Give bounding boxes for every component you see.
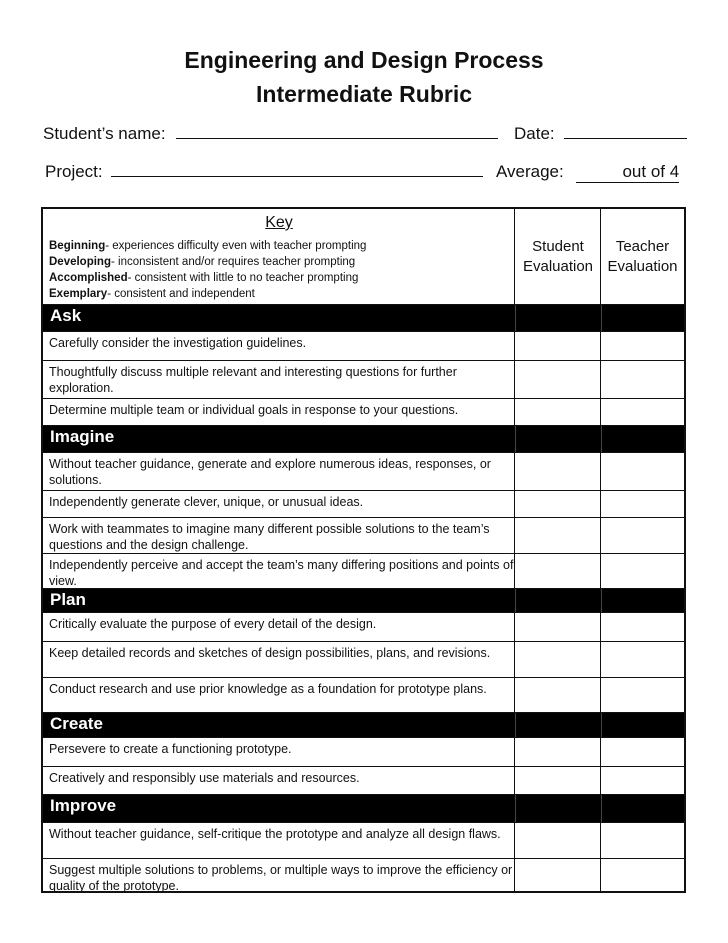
criterion-text: Independently generate clever, unique, or unusual ideas.: [43, 491, 515, 517]
student-score-cell[interactable]: [515, 738, 601, 766]
criterion-row: [43, 642, 684, 678]
teacher-score-cell[interactable]: [601, 491, 684, 517]
student-score-cell[interactable]: [515, 823, 601, 858]
section-divider: [601, 305, 602, 331]
criterion-text: Without teacher guidance, generate and explore numerous ideas, responses, or solutions.: [43, 453, 515, 490]
criterion-row: [43, 767, 684, 795]
criterion-row: [43, 491, 684, 518]
rubric-table: [41, 207, 686, 893]
teacher-score-cell[interactable]: [601, 823, 684, 858]
teacher-score-cell[interactable]: [601, 399, 684, 425]
key-title: Key: [265, 214, 293, 231]
teacher-score-cell[interactable]: [601, 332, 684, 360]
section-title: Improve: [50, 796, 117, 815]
teacher-score-cell[interactable]: [601, 678, 684, 712]
student-name-field[interactable]: [176, 124, 498, 139]
key-level: Developing- inconsistent and/or requires teacher prompting: [49, 256, 356, 268]
teacher-score-cell[interactable]: [601, 859, 684, 891]
criterion-row: [43, 823, 684, 859]
student-name-label: Student’s name:: [43, 124, 166, 143]
teacher-score-cell[interactable]: [601, 453, 684, 490]
average-suffix: out of 4: [622, 162, 680, 181]
section-header: [43, 795, 684, 823]
criterion-text: Critically evaluate the purpose of every detail of the design.: [43, 613, 515, 641]
student-score-cell[interactable]: [515, 518, 601, 553]
date-row: [514, 124, 687, 144]
student-score-cell[interactable]: [515, 678, 601, 712]
student-score-cell[interactable]: [515, 399, 601, 425]
teacher-eval-header: Teacher Evaluation: [607, 238, 678, 275]
title-line-2: Intermediate Rubric: [256, 81, 472, 107]
teacher-score-cell[interactable]: [601, 613, 684, 641]
average-row: [496, 162, 679, 183]
section-header: [43, 426, 684, 453]
section-divider: [601, 426, 602, 452]
key-cell: [43, 209, 515, 304]
criterion-text: Suggest multiple solutions to problems, or multiple ways to improve the efficiency or quality of the prototype.: [43, 859, 515, 891]
section-title: Create: [50, 714, 103, 733]
criterion-row: [43, 361, 684, 399]
student-score-cell[interactable]: [515, 361, 601, 398]
section-title: Ask: [50, 306, 82, 325]
student-score-cell[interactable]: [515, 554, 601, 588]
section-header: [43, 713, 684, 738]
section-divider: [515, 795, 516, 822]
teacher-score-cell[interactable]: [601, 361, 684, 398]
criterion-row: [43, 859, 684, 891]
section-divider: [601, 713, 602, 737]
average-label: Average:: [496, 162, 564, 181]
section-header: [43, 305, 684, 332]
section-divider: [515, 713, 516, 737]
teacher-score-cell[interactable]: [601, 554, 684, 588]
date-label: Date:: [514, 124, 555, 143]
teacher-score-cell[interactable]: [601, 738, 684, 766]
student-eval-header: Student Evaluation: [515, 209, 601, 304]
criterion-text: Persevere to create a functioning prototype.: [43, 738, 515, 766]
criterion-text: Conduct research and use prior knowledge as a foundation for prototype plans.: [43, 678, 515, 712]
student-name-row: [43, 124, 498, 144]
average-field[interactable]: [576, 162, 679, 183]
section-title: Imagine: [50, 427, 115, 446]
project-field[interactable]: [111, 162, 483, 177]
criterion-text: Work with teammates to imagine many different possible solutions to the team’s questions and the design challenge.: [43, 518, 515, 553]
section-divider: [515, 305, 516, 331]
criterion-row: [43, 613, 684, 642]
key-levels: [49, 238, 366, 302]
criterion-row: [43, 453, 684, 491]
criterion-text: Independently perceive and accept the team’s many differing positions and points of view.: [43, 554, 515, 588]
student-score-cell[interactable]: [515, 332, 601, 360]
section-divider: [601, 795, 602, 822]
section-divider: [515, 589, 516, 612]
key-row: [43, 209, 684, 305]
project-row: [45, 162, 483, 182]
section-divider: [515, 426, 516, 452]
criterion-text: Without teacher guidance, self-critique the prototype and analyze all design flaws.: [43, 823, 515, 858]
key-level: Exemplary- consistent and independent: [49, 288, 255, 300]
criterion-row: [43, 518, 684, 554]
criterion-row: [43, 332, 684, 361]
student-score-cell[interactable]: [515, 767, 601, 794]
student-score-cell[interactable]: [515, 613, 601, 641]
key-level: Accomplished- consistent with little to no teacher prompting: [49, 272, 359, 284]
teacher-score-cell[interactable]: [601, 767, 684, 794]
section-title: Plan: [50, 590, 86, 609]
criterion-text: Creatively and responsibly use materials and resources.: [43, 767, 515, 794]
criterion-row: [43, 738, 684, 767]
student-score-cell[interactable]: [515, 491, 601, 517]
criterion-text: Keep detailed records and sketches of design possibilities, plans, and revisions.: [43, 642, 515, 677]
criterion-row: [43, 678, 684, 713]
date-field[interactable]: [564, 124, 687, 139]
criterion-row: [43, 399, 684, 426]
student-score-cell[interactable]: [515, 859, 601, 891]
teacher-score-cell[interactable]: [601, 518, 684, 553]
student-score-cell[interactable]: [515, 453, 601, 490]
criterion-text: Carefully consider the investigation guidelines.: [43, 332, 515, 360]
section-header: [43, 589, 684, 613]
student-score-cell[interactable]: [515, 642, 601, 677]
criterion-row: [43, 554, 684, 589]
title-line-1: Engineering and Design Process: [184, 47, 544, 73]
project-label: Project:: [45, 162, 103, 181]
criterion-text: Thoughtfully discuss multiple relevant and interesting questions for further exploration.: [43, 361, 515, 398]
key-level: Beginning- experiences difficulty even with teacher prompting: [49, 240, 367, 252]
teacher-score-cell[interactable]: [601, 642, 684, 677]
section-divider: [601, 589, 602, 612]
criterion-text: Determine multiple team or individual goals in response to your questions.: [43, 399, 515, 425]
